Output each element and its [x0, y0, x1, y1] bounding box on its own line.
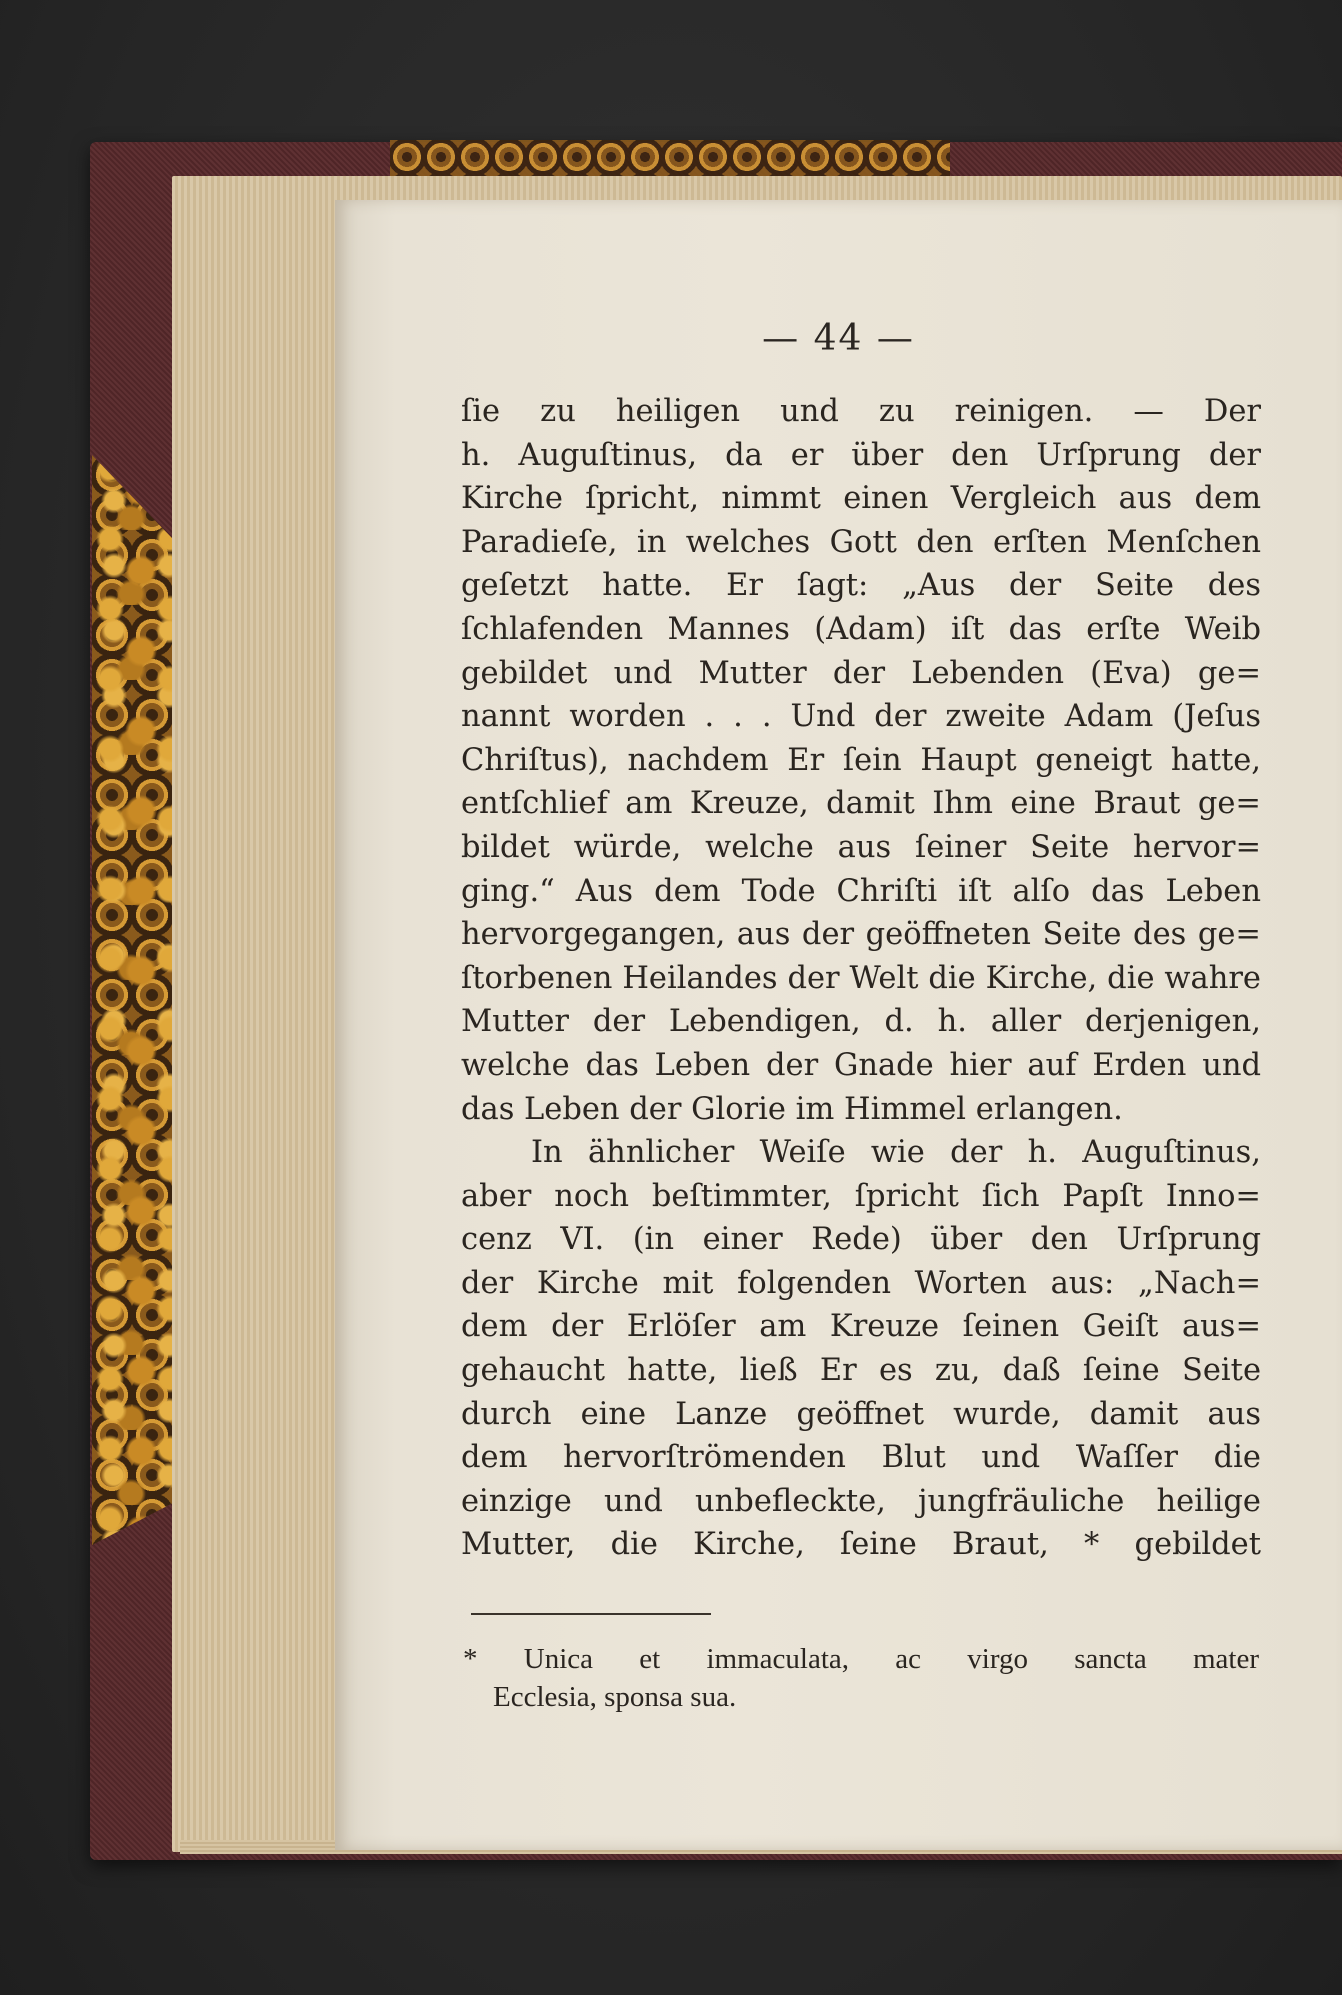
text-line: Mutter der Lebendigen, d. h. aller derjenigen,: [461, 1004, 1261, 1040]
text-line: aber noch beſtimmter, ſpricht ſich Papſt Inno=: [461, 1178, 1261, 1214]
footnote-line: * Unica et immaculata, ac virgo sancta mater: [463, 1643, 1259, 1675]
text-line: ſtorbenen Heilandes der Welt die Kirche, die wahre: [461, 960, 1261, 996]
text-line: Kirche ſpricht, nimmt einen Vergleich aus dem: [461, 481, 1261, 517]
text-line: cenz VI. (in einer Rede) über den Urſprung: [461, 1222, 1261, 1258]
text-line: einzige und unbefleckte, jungfräuliche heilige: [461, 1483, 1261, 1519]
text-line: gebildet und Mutter der Lebenden (Eva) ge=: [461, 655, 1261, 691]
marbled-top-strip: [390, 140, 950, 180]
text-line: entſchlief am Kreuze, damit Ihm eine Braut ge=: [461, 786, 1261, 822]
text-line: Paradieſe, in welches Gott den erſten Menſchen: [461, 524, 1261, 560]
marbled-board: [92, 455, 176, 1545]
footnote-rule: [471, 1613, 711, 1615]
text-line: bildet würde, welche aus ſeiner Seite hervor=: [461, 829, 1261, 865]
footnote: [463, 1640, 1259, 1716]
text-line: gehaucht hatte, ließ Er es zu, daß ſeine Seite: [461, 1353, 1261, 1389]
text-line: der Kirche mit folgenden Worten aus: „Nach=: [461, 1265, 1261, 1301]
book-page: [335, 200, 1342, 1850]
text-line: ging.“ Aus dem Tode Chriſti iſt alſo das Leben: [461, 873, 1261, 909]
text-line: das Leben der Glorie im Himmel erlangen.: [461, 1091, 1123, 1127]
text-line: durch eine Lanze geöffnet wurde, damit aus: [461, 1396, 1261, 1432]
text-line: ſchlafenden Mannes (Adam) iſt das erſte Weib: [461, 611, 1261, 647]
text-line: hervorgegangen, aus der geöffneten Seite des ge=: [461, 917, 1261, 953]
text-line: dem hervorſtrömenden Blut und Waſſer die: [461, 1440, 1261, 1476]
page-number: — 44 —: [762, 318, 915, 359]
footnote-line: Ecclesia, sponsa sua.: [493, 1681, 737, 1713]
text-line: nannt worden . . . Und der zweite Adam (Jeſus: [461, 699, 1261, 735]
text-line: ſie zu heiligen und zu reinigen. — Der: [461, 394, 1261, 429]
text-line: geſetzt hatte. Er ſagt: „Aus der Seite des: [461, 568, 1261, 604]
text-line: welche das Leben der Gnade hier auf Erden und: [461, 1047, 1261, 1083]
body-text: [461, 390, 1261, 1567]
text-line: In ähnlicher Weiſe wie der h. Auguſtinus,: [531, 1135, 1261, 1171]
text-line: Mutter, die Kirche, ſeine Braut, * gebildet: [461, 1527, 1261, 1563]
text-line: Chriſtus), nachdem Er ſein Haupt geneigt hatte,: [461, 742, 1261, 778]
text-line: h. Auguſtinus, da er über den Urſprung der: [461, 437, 1261, 473]
text-line: dem der Erlöſer am Kreuze ſeinen Geiſt aus=: [461, 1309, 1261, 1345]
